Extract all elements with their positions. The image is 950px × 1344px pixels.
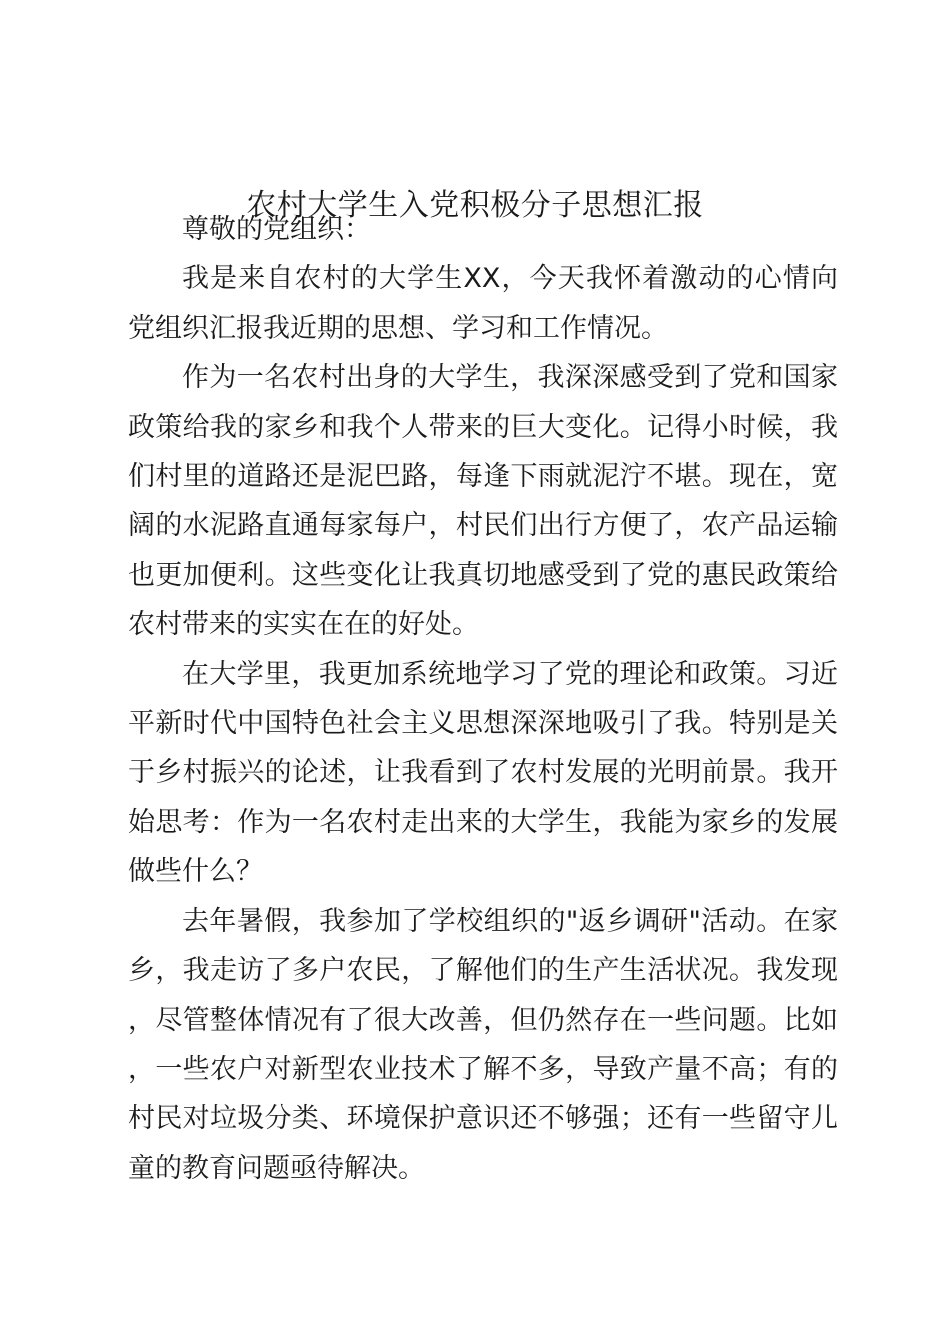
paragraph-2: 作为一名农村出身的大学生，我深深感受到了党和国家政策给我的家乡和我个人带来的巨大变化。记得小时候，我们村里的道路还是泥巴路，每逢下雨就泥泞不堪。现在，宽阔的水泥路直通每家每户，村民们出行方便了，农产品运输也更加便利。这些变化让我真切地感受到了党的惠民政策给农村带来的实实在在的好处。: [128, 362, 838, 641]
salutation: 尊敬的党组织：: [182, 214, 371, 245]
paragraph-3: 在大学里，我更加系统地学习了党的理论和政策。习近平新时代中国特色社会主义思想深深地吸引了我。特别是关于乡村振兴的论述，让我看到了农村发展的光明前景。我开始思考：作为一名农村走出来的大学生，我能为家乡的发展做些什么？: [128, 658, 838, 888]
document-title: 农村大学生入党积极分子思想汇报: [246, 188, 704, 223]
paragraph-4: 去年暑假，我参加了学校组织的"返乡调研"活动。在家乡，我走访了多户农民，了解他们的生产生活状况。我发现，尽管整体情况有了很大改善，但仍然存在一些问题。比如，一些农户对新型农业技术了解不多，导致产量不高；有的村民对垃圾分类、环境保护意识还不够强；还有一些留守儿童的教育问题亟待解决。: [128, 905, 838, 1184]
paragraph-1: 我是来自农村的大学生XX，今天我怀着激动的心情向党组织汇报我近期的思想、学习和工作情况。: [128, 263, 838, 344]
document-body: [128, 205, 838, 1193]
